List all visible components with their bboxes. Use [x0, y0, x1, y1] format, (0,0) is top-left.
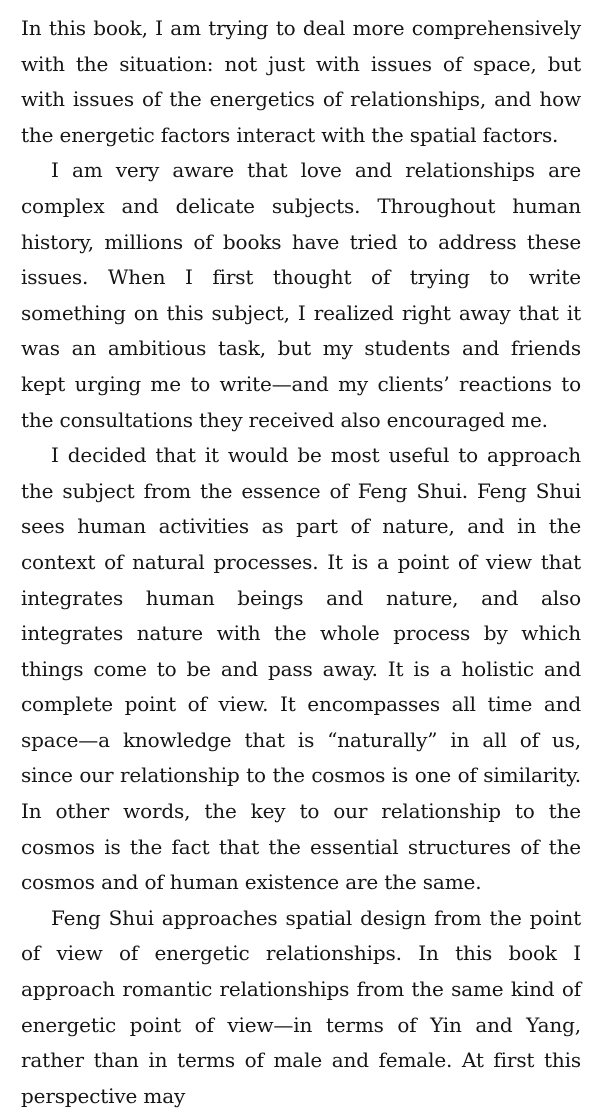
book-page-text [21, 11, 581, 1114]
paragraph-4: Feng Shui approaches spatial design from the point of view of energetic relationships. In this book I approach romantic relationships from the same kind of energetic point of view—in terms of Yin and Yang, rather than in terms of male and female. At first this perspective may [21, 905, 581, 1108]
paragraph-2: I am very aware that love and relationships are complex and delicate subjects. Throughout human history, millions of books have tried to address these issues. When I first thought of trying to write something on this subject, I realized right away that it was an ambitious task, but my students and friends kept urging me to write—and my clients’ reactions to the consultations they received also encouraged me. [21, 158, 581, 432]
paragraph-3: I decided that it would be most useful to approach the subject from the essence of Feng Shui. Feng Shui sees human activities as part of nature, and in the context of natural processes. It is a point of view that integrates human beings and nature, and also integrates nature with the whole process by which things come to be and pass away. It is a holistic and complete point of view. It encompasses all time and space—a knowledge that is “naturally” in all of us, since our relationship to the cosmos is one of similarity. In other words, the key to our relationship to the cosmos is the fact that the essential structures of the cosmos and of human existence are the same. [21, 443, 581, 895]
paragraph-1: In this book, I am trying to deal more comprehensively with the situation: not just with issues of space, but with issues of the energetics of relationships, and how the energetic factors interact with the spatial factors. [21, 16, 581, 147]
